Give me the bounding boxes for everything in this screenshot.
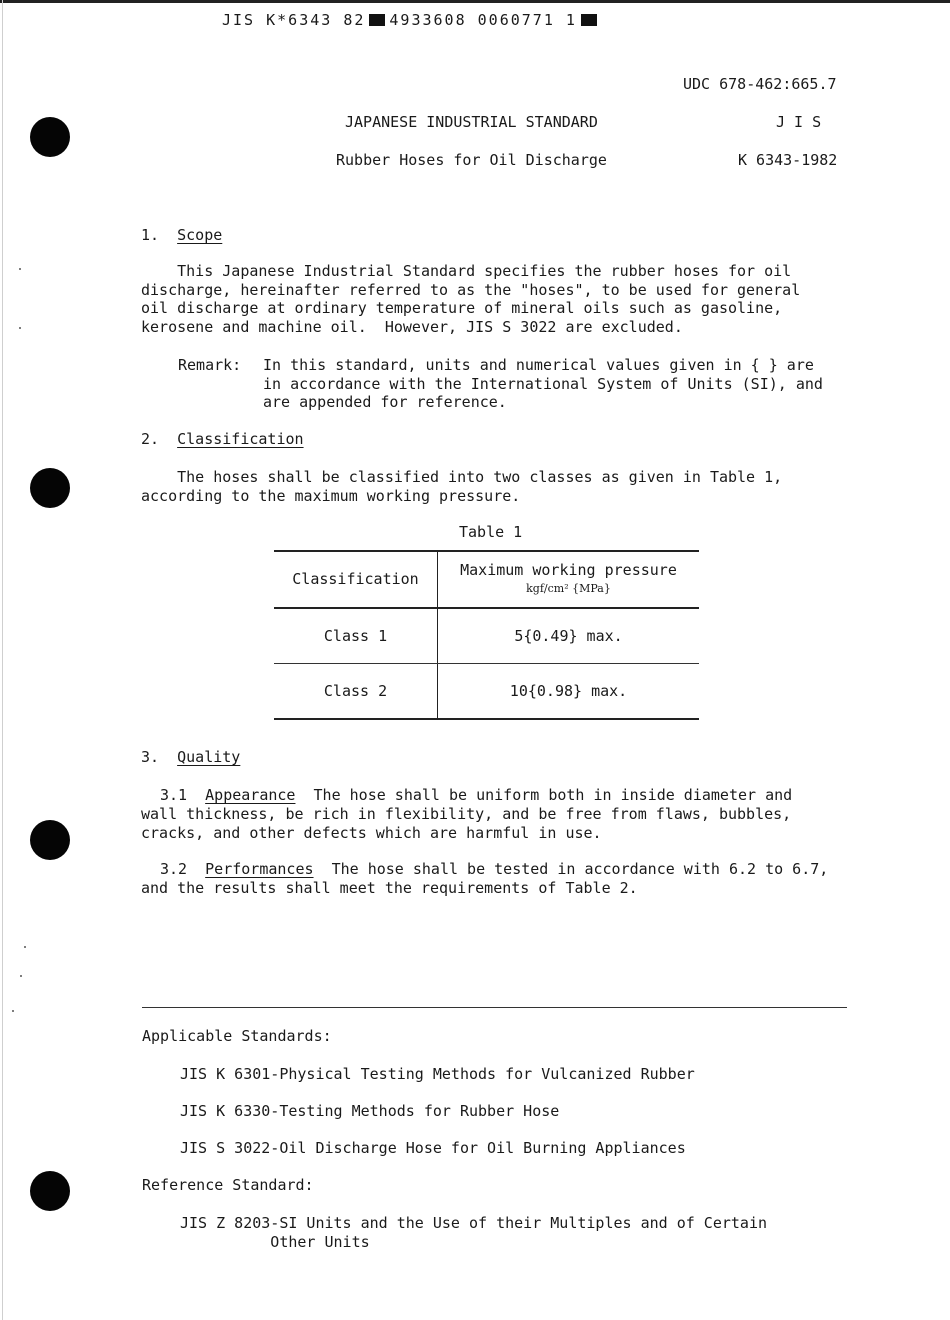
scan-speck <box>19 268 21 270</box>
punch-hole-1 <box>30 117 70 157</box>
section-scope-heading <box>141 226 222 245</box>
subsection-3-1-first-line <box>160 786 792 805</box>
footer-divider <box>142 1007 847 1008</box>
section-number: 1. <box>141 226 160 244</box>
section-title: Quality <box>177 748 241 766</box>
table-row <box>274 664 699 720</box>
pressure-cell: 5{0.49} max. <box>438 608 700 664</box>
punch-hole-4 <box>30 1171 70 1211</box>
subsection-number: 3.2 <box>160 860 188 878</box>
classification-paragraph: The hoses shall be classified into two classes as given in Table 1, according to the maximum working pressure. <box>141 468 783 505</box>
scan-speck <box>24 946 26 948</box>
standard-number: K 6343-1982 <box>738 151 838 169</box>
table-header-row <box>274 551 699 608</box>
scan-speck <box>19 327 21 329</box>
subsection-text: The hose shall be uniform both in inside diameter and <box>313 786 793 804</box>
code-middle: 4933608 0060771 1 <box>389 11 577 29</box>
black-block-mark <box>581 14 597 26</box>
applicable-standard-item: JIS S 3022-Oil Discharge Hose for Oil Burning Appliances <box>180 1139 686 1157</box>
standard-name: JAPANESE INDUSTRIAL STANDARD <box>345 113 598 131</box>
section-number: 3. <box>141 748 160 766</box>
pressure-cell: 10{0.98} max. <box>438 664 700 720</box>
subsection-title: Appearance <box>205 786 296 804</box>
document-code-line <box>222 11 601 30</box>
subsection-3-1-text: wall thickness, be rich in flexibility, and be free from flaws, bubbles, cracks, and other defects which are harmful in use. <box>141 805 792 842</box>
classification-table <box>274 550 699 720</box>
pressure-unit: kgf/cm² {MPa} <box>526 581 611 595</box>
class-cell: Class 1 <box>274 608 438 664</box>
section-quality-heading <box>141 748 240 767</box>
document-title: Rubber Hoses for Oil Discharge <box>336 151 607 169</box>
section-classification-heading <box>141 430 304 449</box>
scan-speck <box>12 1010 14 1012</box>
subsection-number: 3.1 <box>160 786 188 804</box>
remark-label: Remark: <box>178 356 242 374</box>
jis-label: J I S <box>776 113 822 131</box>
section-title: Scope <box>177 226 223 244</box>
subsection-text: The hose shall be tested in accordance with 6.2 to 6.7, <box>331 860 829 878</box>
code-left: JIS K*6343 82 <box>222 11 366 29</box>
subsection-title: Performances <box>205 860 314 878</box>
section-title: Classification <box>177 430 304 448</box>
black-block-mark <box>369 14 385 26</box>
class-cell: Class 2 <box>274 664 438 720</box>
applicable-standard-item: JIS K 6301-Physical Testing Methods for Vulcanized Rubber <box>180 1065 695 1083</box>
subsection-3-2-text: and the results shall meet the requirements of Table 2. <box>141 879 638 897</box>
scan-left-edge <box>2 0 3 1320</box>
table-caption: Table 1 <box>459 523 523 541</box>
applicable-standard-item: JIS K 6330-Testing Methods for Rubber Hose <box>180 1102 560 1120</box>
reference-standard-label: Reference Standard: <box>142 1176 314 1194</box>
applicable-standards-label: Applicable Standards: <box>142 1027 332 1045</box>
punch-hole-2 <box>30 468 70 508</box>
section-number: 2. <box>141 430 160 448</box>
remark-text: In this standard, units and numerical values given in { } are in accordance with the International System of Units (SI), and are appended for reference. <box>263 356 823 412</box>
reference-standard-item: JIS Z 8203-SI Units and the Use of their Multiples and of Certain Other Units <box>180 1214 767 1251</box>
udc-number: UDC 678-462:665.7 <box>683 75 837 93</box>
header-pressure <box>438 551 700 608</box>
punch-hole-3 <box>30 820 70 860</box>
scope-paragraph: This Japanese Industrial Standard specifies the rubber hoses for oil discharge, hereinafter referred to as the "hoses", to be used for general oil discharge at ordinary temperature of mineral oils such as gasoline, kerosene and machine oil. However, JIS S 3022 are excluded. <box>141 262 801 336</box>
scan-speck <box>20 975 22 977</box>
subsection-3-2-first-line <box>160 860 828 879</box>
header-classification: Classification <box>274 551 438 608</box>
table-row <box>274 608 699 664</box>
pressure-header-label: Maximum working pressure <box>460 560 677 579</box>
scan-top-border <box>0 0 950 3</box>
